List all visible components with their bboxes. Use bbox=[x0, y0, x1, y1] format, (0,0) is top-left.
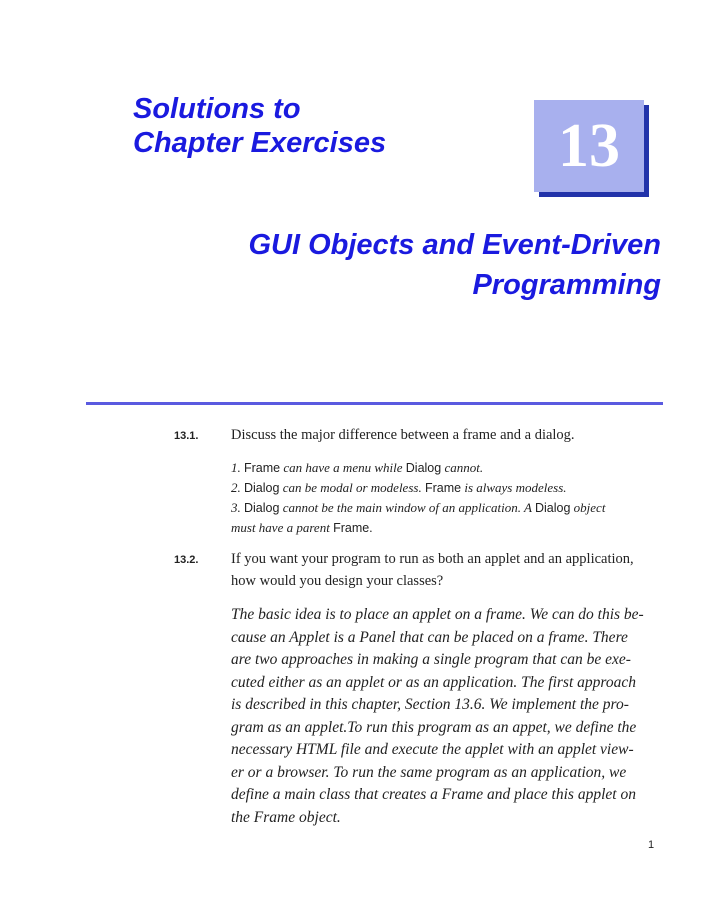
answer-text: object bbox=[570, 500, 606, 515]
answer-line: The basic idea is to place an applet on a frame. We can do this be- bbox=[231, 606, 644, 623]
answer-item-number: 2. bbox=[231, 480, 244, 495]
chapter-number: 13 bbox=[534, 100, 644, 192]
answer-item bbox=[231, 458, 666, 478]
header-title bbox=[133, 92, 386, 160]
chapter-number-box bbox=[534, 100, 650, 198]
header-title-line2: Chapter Exercises bbox=[133, 127, 387, 159]
chapter-subtitle-line1: GUI Objects and Event-Driven bbox=[248, 229, 661, 261]
page-number: 1 bbox=[648, 839, 655, 851]
chapter-subtitle bbox=[248, 225, 661, 305]
answer-code-term: Frame bbox=[244, 461, 281, 475]
answer-line: necessary HTML file and execute the applet with an applet view- bbox=[231, 741, 634, 758]
answer-item bbox=[231, 478, 666, 498]
exercise-question bbox=[231, 548, 661, 592]
answer-item bbox=[231, 498, 666, 518]
answer-code-term: Dialog bbox=[244, 501, 280, 515]
answer-text: can be modal or modeless. bbox=[279, 480, 425, 495]
answer-item-number: 3. bbox=[231, 500, 244, 515]
exercise-answer-paragraph bbox=[231, 604, 661, 829]
answer-code-term: Dialog bbox=[244, 481, 280, 495]
answer-text: cannot. bbox=[441, 460, 484, 475]
answer-code-term: Frame bbox=[333, 521, 370, 535]
question-line: how would you design your classes? bbox=[231, 573, 444, 589]
answer-text: can have a menu while bbox=[280, 460, 406, 475]
answer-text: cannot be the main window of an application. A bbox=[279, 500, 535, 515]
header-title-line1: Solutions to bbox=[133, 93, 301, 125]
section-divider bbox=[86, 402, 663, 405]
answer-line: define a main class that creates a Frame and place this applet on bbox=[231, 786, 636, 803]
answer-text: is always modeless. bbox=[461, 480, 567, 495]
answer-text: . bbox=[369, 520, 373, 535]
answer-text: must have a parent bbox=[231, 520, 334, 535]
exercise-question: Discuss the major difference between a frame and a dialog. bbox=[231, 427, 575, 443]
exercise-number: 13.2. bbox=[174, 554, 199, 566]
chapter-subtitle-line2: Programming bbox=[472, 269, 661, 301]
answer-code-term: Frame bbox=[424, 481, 462, 495]
answer-line: gram as an applet.To run this program as an appet, we define the bbox=[231, 718, 637, 736]
answer-line: is described in this chapter, Section 13.6. We implement the pro- bbox=[231, 696, 629, 713]
answer-line: are two approaches in making a single program that can be exe- bbox=[231, 651, 631, 668]
answer-item-number: 1. bbox=[231, 460, 244, 475]
exercise-number: 13.1. bbox=[174, 430, 199, 442]
answer-line: cause an Applet is a Panel that can be placed on a frame. There bbox=[231, 628, 628, 646]
question-line: If you want your program to run as both an applet and an application, bbox=[231, 551, 634, 567]
answer-item-continuation bbox=[231, 518, 666, 538]
exercise-answer-list bbox=[231, 458, 666, 538]
answer-line: the Frame object. bbox=[231, 808, 341, 826]
answer-line: cuted either as an applet or as an application. The first approach bbox=[231, 673, 636, 691]
answer-code-term: Dialog bbox=[405, 461, 442, 475]
answer-line: er or a browser. To run the same program as an application, we bbox=[231, 763, 627, 781]
answer-code-term: Dialog bbox=[534, 501, 571, 515]
